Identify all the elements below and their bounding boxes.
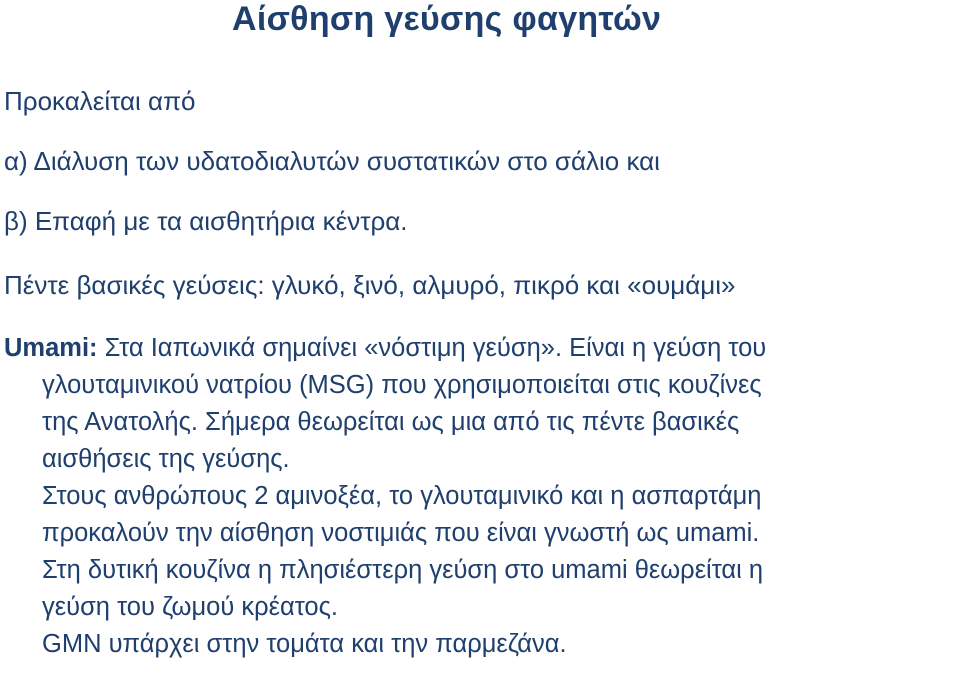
umami-row-9: GMN υπάρχει στην τομάτα και την παρμεζάνα. bbox=[42, 630, 567, 658]
umami-row-7: Στη δυτική κουζίνα η πλησιέστερη γεύση στο umami θεωρείται η bbox=[42, 556, 764, 584]
point-b: β) Επαφή με τα αισθητήρια κέντρα. bbox=[4, 206, 408, 236]
umami-row-4: αισθήσεις της γεύσης. bbox=[42, 445, 290, 473]
umami-row-3: της Ανατολής. Σήμερα θεωρείται ως μια από τις πέντε βασικές bbox=[42, 408, 740, 436]
point-a: α) Διάλυση των υδατοδιαλυτών συστατικών στο σάλιο και bbox=[4, 146, 660, 176]
umami-row-5: Στους ανθρώπους 2 αμινοξέα, το γλουταμινικό και η ασπαρτάμη bbox=[42, 482, 762, 510]
umami-row-8: γεύση του ζωμού κρέατος. bbox=[42, 593, 338, 621]
five-tastes-line: Πέντε βασικές γεύσεις: γλυκό, ξινό, αλμυρό, πικρό και «ουμάμι» bbox=[4, 270, 736, 300]
umami-row-6: προκαλούν την αίσθηση νοστιμιάς που είναι γνωστή ως umami. bbox=[42, 519, 760, 547]
umami-label: Umami: bbox=[4, 334, 98, 362]
umami-row-2: γλουταμινικού νατρίου (MSG) που χρησιμοποιείται στις κουζίνες bbox=[42, 371, 762, 399]
umami-text: Στα Ιαπωνικά σημαίνει «νόστιμη γεύση». Είναι η γεύση του bbox=[97, 334, 767, 362]
umami-paragraph bbox=[4, 330, 960, 663]
umami-row-1 bbox=[4, 330, 960, 367]
intro-line: Προκαλείται από bbox=[4, 86, 196, 116]
slide-title: Αίσθηση γεύσης φαγητών bbox=[232, 0, 662, 38]
